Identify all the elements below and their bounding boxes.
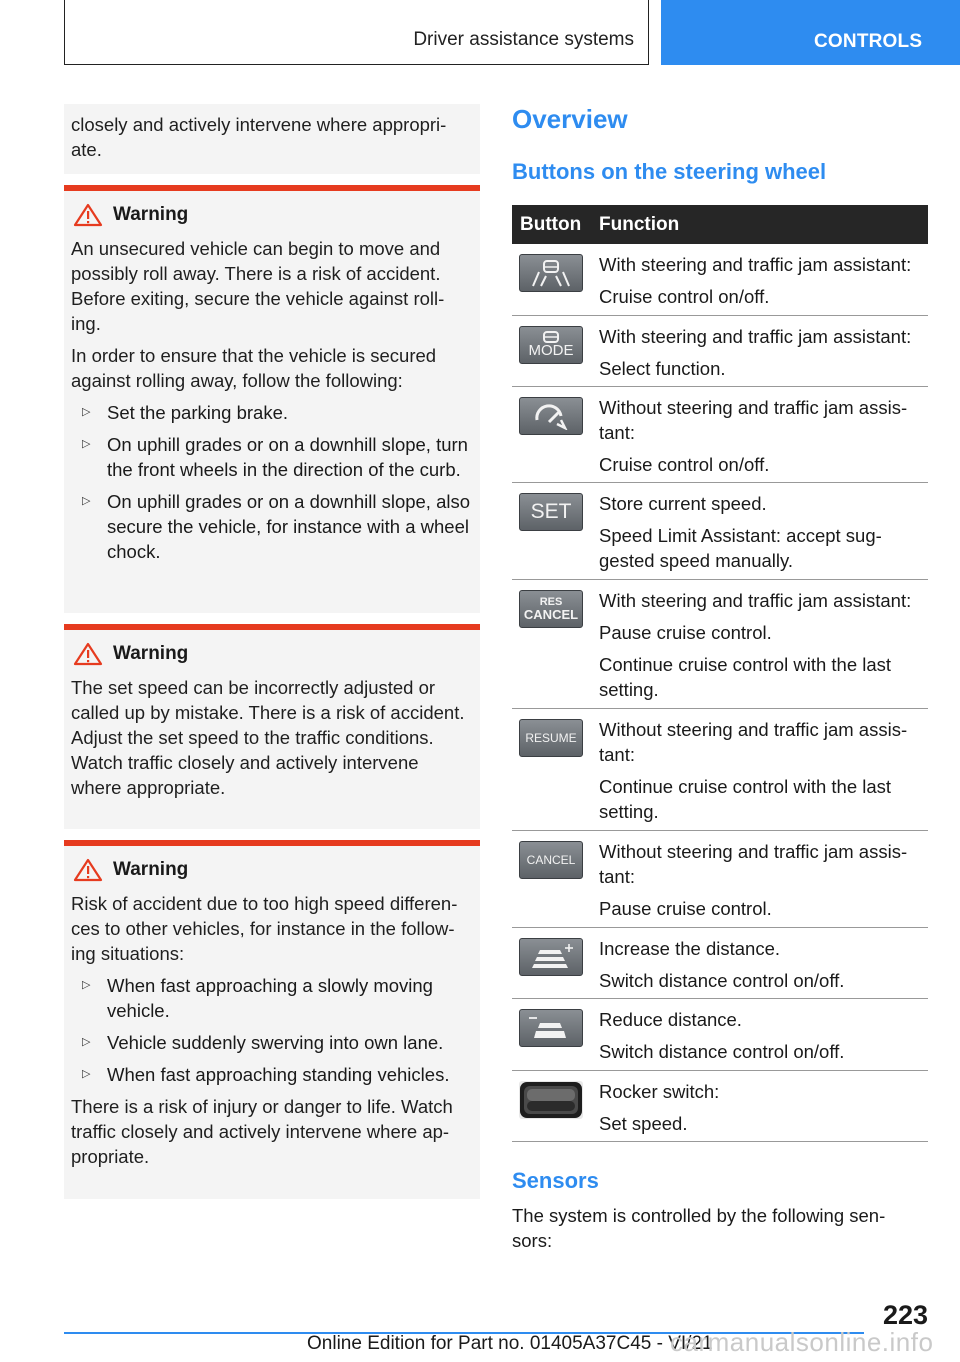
distance-reduce-icon bbox=[519, 1009, 583, 1047]
header-chapter-title: CONTROLS bbox=[814, 31, 923, 52]
header-function: Function bbox=[599, 213, 680, 235]
function-text: With steering and traffic jam assistant: bbox=[599, 326, 912, 347]
cruise-control-icon bbox=[519, 397, 583, 435]
table-header bbox=[512, 205, 928, 244]
res-cancel-button-icon bbox=[519, 590, 583, 628]
cancel-small-label: CANCEL bbox=[526, 853, 576, 867]
warning-title-text: Warning bbox=[113, 643, 189, 664]
distance-increase-icon bbox=[519, 938, 583, 976]
bullet-text: Set the parking brake. bbox=[107, 402, 288, 423]
bullet-text: When fast approaching standing vehicles. bbox=[107, 1064, 450, 1085]
table-row bbox=[512, 928, 928, 999]
table-row bbox=[512, 709, 928, 831]
function-text: Without steering and traffic jam assis-tant: bbox=[599, 841, 908, 887]
set-label: SET bbox=[530, 500, 572, 523]
resume-button-icon bbox=[519, 719, 583, 757]
continued-note-box bbox=[64, 104, 480, 174]
mode-button-icon bbox=[519, 326, 583, 364]
footer-edition: Online Edition for Part no. 01405A37C45 - VI/21 bbox=[307, 1333, 713, 1354]
function-text: Speed Limit Assistant: accept sug-gested speed manually. bbox=[599, 525, 882, 571]
header-chapter-tab bbox=[661, 0, 960, 65]
table-row bbox=[512, 483, 928, 580]
warning-box-rolling bbox=[64, 185, 480, 613]
function-text: Without steering and traffic jam assis-tant: bbox=[599, 397, 908, 443]
warning-box-speed-difference bbox=[64, 840, 480, 1199]
sensors-heading: Sensors bbox=[512, 1168, 599, 1193]
resume-label: RESUME bbox=[525, 731, 577, 745]
warning-triangle-icon bbox=[73, 642, 103, 666]
bullet-item bbox=[71, 432, 473, 482]
bullet-text: Vehicle suddenly swerving into own lane. bbox=[107, 1032, 444, 1053]
bullet-item bbox=[71, 489, 473, 564]
cancel-button-icon bbox=[519, 841, 583, 879]
warning-paragraph: The set speed can be incorrectly adjusted or called up by mistake. There is a risk of accident. Adjust the set speed to the traffic conditions. Watch traffic closely and actively intervene where appropriate. bbox=[71, 677, 465, 798]
function-text: Pause cruise control. bbox=[599, 622, 772, 643]
warning-box-set-speed bbox=[64, 624, 480, 829]
table-row bbox=[512, 580, 928, 709]
table-row bbox=[512, 1071, 928, 1142]
sensors-text: The system is controlled by the following sen-sors: bbox=[512, 1205, 886, 1251]
buttons-table bbox=[512, 205, 928, 1142]
header-button: Button bbox=[520, 213, 582, 235]
bullet-text: On uphill grades or on a downhill slope, also secure the vehicle, for instance with a wheel chock. bbox=[107, 491, 471, 562]
table-row bbox=[512, 999, 928, 1071]
warning-paragraph: There is a risk of injury or danger to life. Watch traffic closely and actively intervene where ap-propriate. bbox=[71, 1096, 453, 1167]
header-section-title: Driver assistance systems bbox=[413, 29, 634, 50]
continued-text: closely and actively intervene where appropri-ate. bbox=[71, 114, 447, 160]
function-text: Cruise control on/off. bbox=[599, 454, 770, 475]
warning-title-text: Warning bbox=[113, 859, 189, 880]
function-text: Reduce distance. bbox=[599, 1009, 742, 1030]
mode-label: MODE bbox=[528, 342, 574, 359]
triangle-bullet-icon: ▷ bbox=[82, 979, 91, 991]
warning-title bbox=[71, 856, 473, 884]
bullet-item bbox=[71, 973, 473, 1023]
bullet-text: On uphill grades or on a downhill slope, turn the front wheels in the direction of the curb. bbox=[107, 434, 468, 480]
bullet-item bbox=[71, 400, 473, 425]
function-text: Rocker switch: bbox=[599, 1081, 720, 1102]
cancel-label: CANCEL bbox=[523, 607, 579, 622]
function-text: Cruise control on/off. bbox=[599, 286, 770, 307]
warning-title bbox=[71, 640, 473, 668]
function-text: Switch distance control on/off. bbox=[599, 970, 845, 991]
function-text: Without steering and traffic jam assis-tant: bbox=[599, 719, 908, 765]
warning-paragraph: Risk of accident due to too high speed differen-ces to other vehicles, for instance in the follow-ing situations: bbox=[71, 893, 458, 964]
steering-assist-icon bbox=[519, 254, 583, 292]
header-section-box bbox=[64, 0, 649, 65]
overview-heading: Overview bbox=[512, 104, 628, 134]
warning-triangle-icon bbox=[73, 858, 103, 882]
page-number: 223 bbox=[882, 1300, 928, 1330]
function-text: With steering and traffic jam assistant: bbox=[599, 254, 912, 275]
warning-title bbox=[71, 201, 473, 229]
bullet-item bbox=[71, 1062, 473, 1087]
function-text: Increase the distance. bbox=[599, 938, 780, 959]
function-text: Select function. bbox=[599, 358, 726, 379]
function-text: Continue cruise control with the last setting. bbox=[599, 654, 892, 700]
function-text: Pause cruise control. bbox=[599, 898, 772, 919]
function-text: Set speed. bbox=[599, 1113, 688, 1134]
table-row bbox=[512, 244, 928, 316]
warning-triangle-icon bbox=[73, 203, 103, 227]
set-button-icon bbox=[519, 493, 583, 531]
triangle-bullet-icon: ▷ bbox=[82, 1036, 91, 1048]
warning-paragraph: An unsecured vehicle can begin to move and possibly roll away. There is a risk of accident. Before exiting, secure the vehicle against roll-ing. bbox=[71, 238, 445, 334]
bullet-item bbox=[71, 1030, 473, 1055]
triangle-bullet-icon: ▷ bbox=[82, 438, 91, 450]
function-text: Store current speed. bbox=[599, 493, 767, 514]
function-text: With steering and traffic jam assistant: bbox=[599, 590, 912, 611]
function-text: Switch distance control on/off. bbox=[599, 1041, 845, 1062]
triangle-bullet-icon: ▷ bbox=[82, 1068, 91, 1080]
warning-title-text: Warning bbox=[113, 204, 189, 225]
warning-paragraph: In order to ensure that the vehicle is secured against rolling away, follow the following: bbox=[71, 345, 437, 391]
triangle-bullet-icon: ▷ bbox=[82, 495, 91, 507]
function-text: Continue cruise control with the last setting. bbox=[599, 776, 892, 822]
steering-buttons-heading: Buttons on the steering wheel bbox=[512, 159, 827, 184]
res-label: RES bbox=[539, 596, 563, 608]
triangle-bullet-icon: ▷ bbox=[82, 406, 91, 418]
table-row bbox=[512, 387, 928, 483]
watermark: carmanualsonline.info bbox=[670, 1327, 934, 1357]
rocker-switch-icon bbox=[519, 1081, 583, 1119]
bullet-text: When fast approaching a slowly moving vehicle. bbox=[107, 975, 433, 1021]
table-row bbox=[512, 831, 928, 928]
table-row bbox=[512, 316, 928, 387]
